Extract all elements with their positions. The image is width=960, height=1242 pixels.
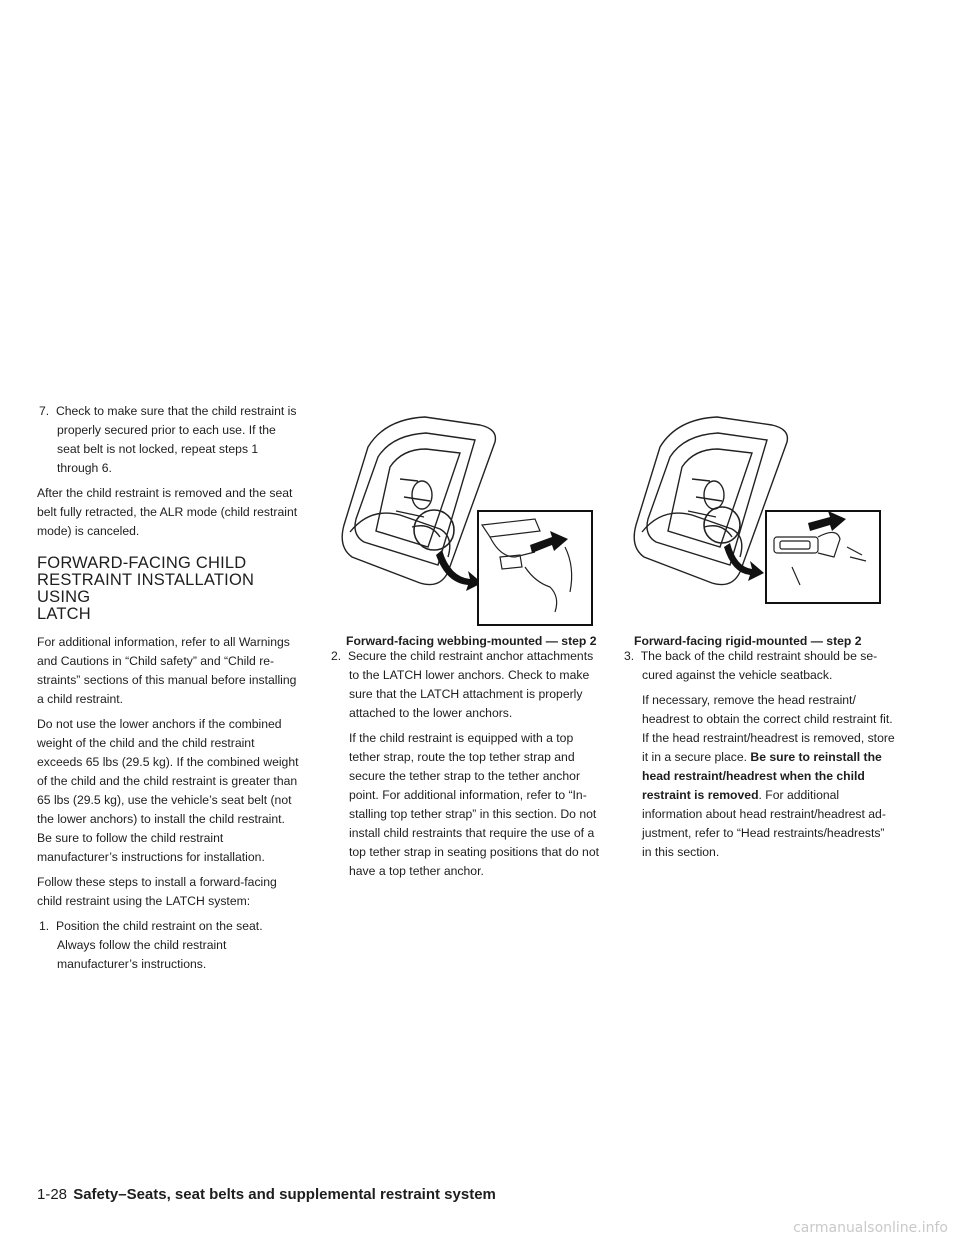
step-7-text: Check to make sure that the child restraint is properly secured prior to each use. If the seat belt is not locked, repeat steps 1 through 6. — [55, 404, 297, 475]
page-number: 1-28 — [37, 1186, 68, 1203]
zoom-arrow-icon — [436, 550, 482, 591]
figure-1-caption: Forward-facing webbing-mounted — step 2 — [346, 634, 597, 648]
additional-info-paragraph: For additional information, refer to all Warnings and Cautions in “Child safety” and “Child re-straints” sections of this manual before installing a child restraint. — [37, 635, 297, 706]
head-restraint-paragraph — [622, 691, 896, 862]
section-heading — [37, 555, 301, 623]
figure-rigid-mounted — [622, 407, 888, 629]
step-2 — [329, 647, 603, 723]
step-7-number: 7. — [39, 404, 50, 418]
heading-line-3: LATCH — [37, 605, 91, 623]
figure-webbing-mounted — [330, 407, 596, 629]
figure-2-caption: Forward-facing rigid-mounted — step 2 — [634, 634, 862, 648]
heading-line-1: FORWARD-FACING CHILD — [37, 554, 247, 572]
top-tether-paragraph: If the child restraint is equipped with a top tether strap, route the top tether strap and secure the tether strap to the tether anchor point. For additional information, refer to “In-stalling top tether strap” in this section. Do not install child restraints that require the use of a top tether strap in seating positions that do not have a top tether anchor. — [349, 731, 600, 878]
column-right — [622, 647, 896, 868]
step-1-text: Position the child restraint on the seat. Always follow the child restraint manufacturer’s instructions. — [55, 919, 263, 971]
section-title: Safety–Seats, seat belts and supplemental restraint system — [73, 1186, 496, 1203]
heading-line-2: RESTRAINT INSTALLATION USING — [37, 571, 255, 606]
head-restraint-text-b: . For additional information about head restraint/headrest ad-justment, refer to “Head restraints/headrests” in this section. — [642, 788, 886, 859]
step-3 — [622, 647, 896, 685]
column-left — [37, 402, 301, 980]
page-footer — [37, 1186, 496, 1204]
head-restraint-text-a: If necessary, remove the head restraint/ headrest to obtain the correct child restraint fit. If the head restraint/headrest is removed, store it in a secure place. — [642, 693, 895, 764]
follow-steps-paragraph: Follow these steps to install a forward-facing child restraint using the LATCH system: — [37, 875, 277, 908]
step-3-number: 3. — [624, 649, 635, 663]
step-3-text: The back of the child restraint should be se-cured against the vehicle seatback. — [640, 649, 878, 682]
alr-canceled-paragraph: After the child restraint is removed and the seat belt fully retracted, the ALR mode (child restraint mode) is canceled. — [37, 486, 298, 538]
step-7 — [37, 402, 301, 478]
watermark: carmanualsonline.info — [793, 1220, 948, 1236]
step-2-number: 2. — [331, 649, 342, 663]
column-middle — [329, 647, 603, 887]
weight-limit-paragraph: Do not use the lower anchors if the combined weight of the child and the child restraint exceeds 65 lbs (29.5 kg). If the combined weight of the child and the child restraint is greater than 65 lbs (29.5 kg), use the vehicle’s seat belt (not the lower anchors) to install the child restraint. Be sure to follow the child restraint manufacturer’s instructions for installation. — [37, 717, 299, 864]
detail-inset — [478, 511, 592, 625]
step-1-number: 1. — [39, 919, 50, 933]
step-1 — [37, 917, 301, 974]
step-2-text: Secure the child restraint anchor attachments to the LATCH lower anchors. Check to make sure that the LATCH attachment is properly attached to the lower anchors. — [347, 649, 594, 720]
reinstall-warning: Be sure to reinstall the head restraint/headrest when the child restraint is removed — [642, 750, 882, 802]
